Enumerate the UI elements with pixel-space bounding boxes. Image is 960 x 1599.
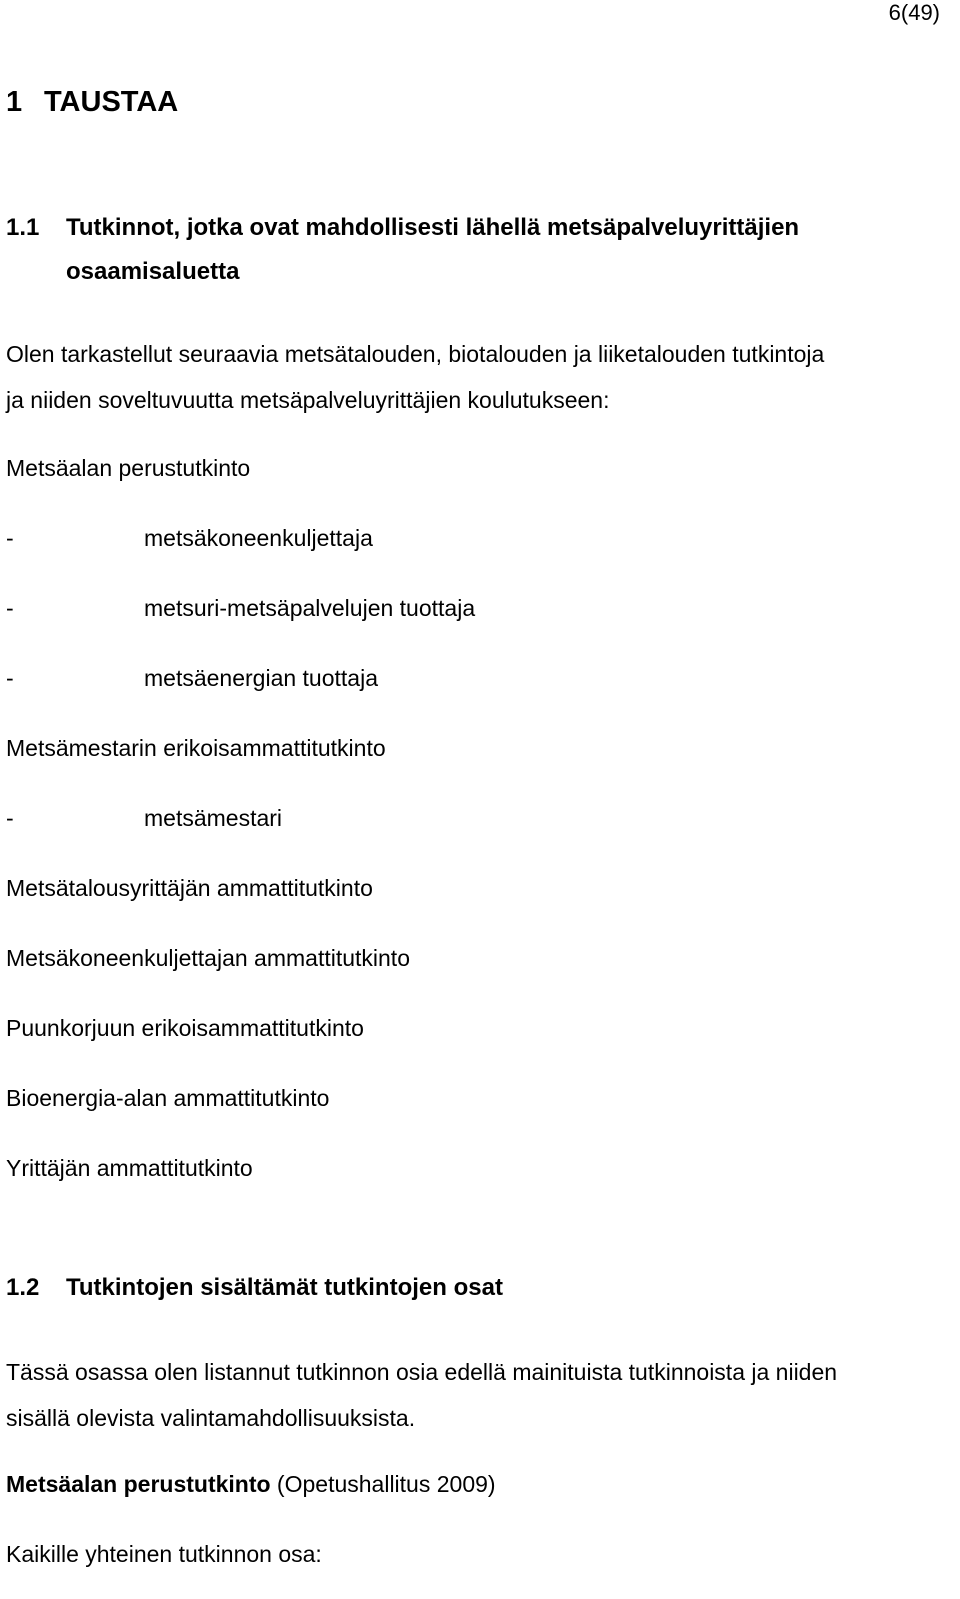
section-1-1-title <box>66 206 799 294</box>
list-item-text: Metsäkoneenkuljettajan ammattitutkinto <box>6 945 410 971</box>
dash-marker: - <box>6 665 14 691</box>
chapter-heading <box>6 84 178 120</box>
section-1-1-number: 1.1 <box>6 214 40 241</box>
list-item <box>6 523 373 553</box>
chapter-title: TAUSTAA <box>44 86 179 118</box>
list-item-text: Yrittäjän ammattitutkinto <box>6 1155 253 1181</box>
chapter-number: 1 <box>6 86 23 118</box>
common-part-label: Kaikille yhteinen tutkinnon osa: <box>6 1541 322 1567</box>
dash-marker: - <box>6 805 14 831</box>
section-1-2-number: 1.2 <box>6 1274 40 1301</box>
list-item <box>6 733 386 763</box>
list-item-text: metsäenergian tuottaja <box>144 665 378 691</box>
qualification-subheading-title: Metsäalan perustutkinto <box>6 1471 271 1497</box>
list-item <box>6 803 282 833</box>
section-1-2-heading <box>6 1266 503 1310</box>
list-item-text: Puunkorjuun erikoisammattitutkinto <box>6 1015 364 1041</box>
section-1-1-heading <box>6 206 799 294</box>
list-item-text: Bioenergia-alan ammattitutkinto <box>6 1085 330 1111</box>
qualification-subheading-source: (Opetushallitus 2009) <box>270 1471 496 1497</box>
dash-marker: - <box>6 525 14 551</box>
section-1-1-intro <box>6 331 824 423</box>
page-number: 6(49) <box>888 0 940 25</box>
list-item <box>6 663 378 693</box>
section-1-1-title-line2: osaamisaluetta <box>66 258 240 285</box>
list-item-text: metsäkoneenkuljettaja <box>144 525 373 551</box>
section-1-2-intro-line2: sisällä olevista valintamahdollisuuksista. <box>6 1405 416 1431</box>
list-item-text: metsuri-metsäpalvelujen tuottaja <box>144 595 476 621</box>
list-item-text: Metsätalousyrittäjän ammattitutkinto <box>6 875 373 901</box>
list-item-text: Metsämestarin erikoisammattitutkinto <box>6 735 386 761</box>
section-1-2-intro <box>6 1349 837 1441</box>
qualification-subheading <box>6 1469 496 1499</box>
dash-marker: - <box>6 595 14 621</box>
list-item <box>6 453 250 483</box>
section-1-2-title: Tutkintojen sisältämät tutkintojen osat <box>66 1274 503 1301</box>
list-item <box>6 1153 253 1183</box>
list-item <box>6 1083 329 1113</box>
section-1-1-intro-line1: Olen tarkastellut seuraavia metsätalouden, biotalouden ja liiketalouden tutkintoja <box>6 341 825 367</box>
list-item <box>6 593 475 623</box>
section-1-1-title-line1: Tutkinnot, jotka ovat mahdollisesti lähellä metsäpalveluyrittäjien <box>66 214 800 241</box>
list-item <box>6 943 410 973</box>
list-item-text: Metsäalan perustutkinto <box>6 455 251 481</box>
list-item-text: metsämestari <box>144 805 283 831</box>
list-item <box>6 873 373 903</box>
section-1-1-intro-line2: ja niiden soveltuvuutta metsäpalveluyrittäjien koulutukseen: <box>6 387 610 413</box>
list-item <box>6 1013 364 1043</box>
section-1-2-intro-line1: Tässä osassa olen listannut tutkinnon osia edellä mainituista tutkinnoista ja niiden <box>6 1359 838 1385</box>
